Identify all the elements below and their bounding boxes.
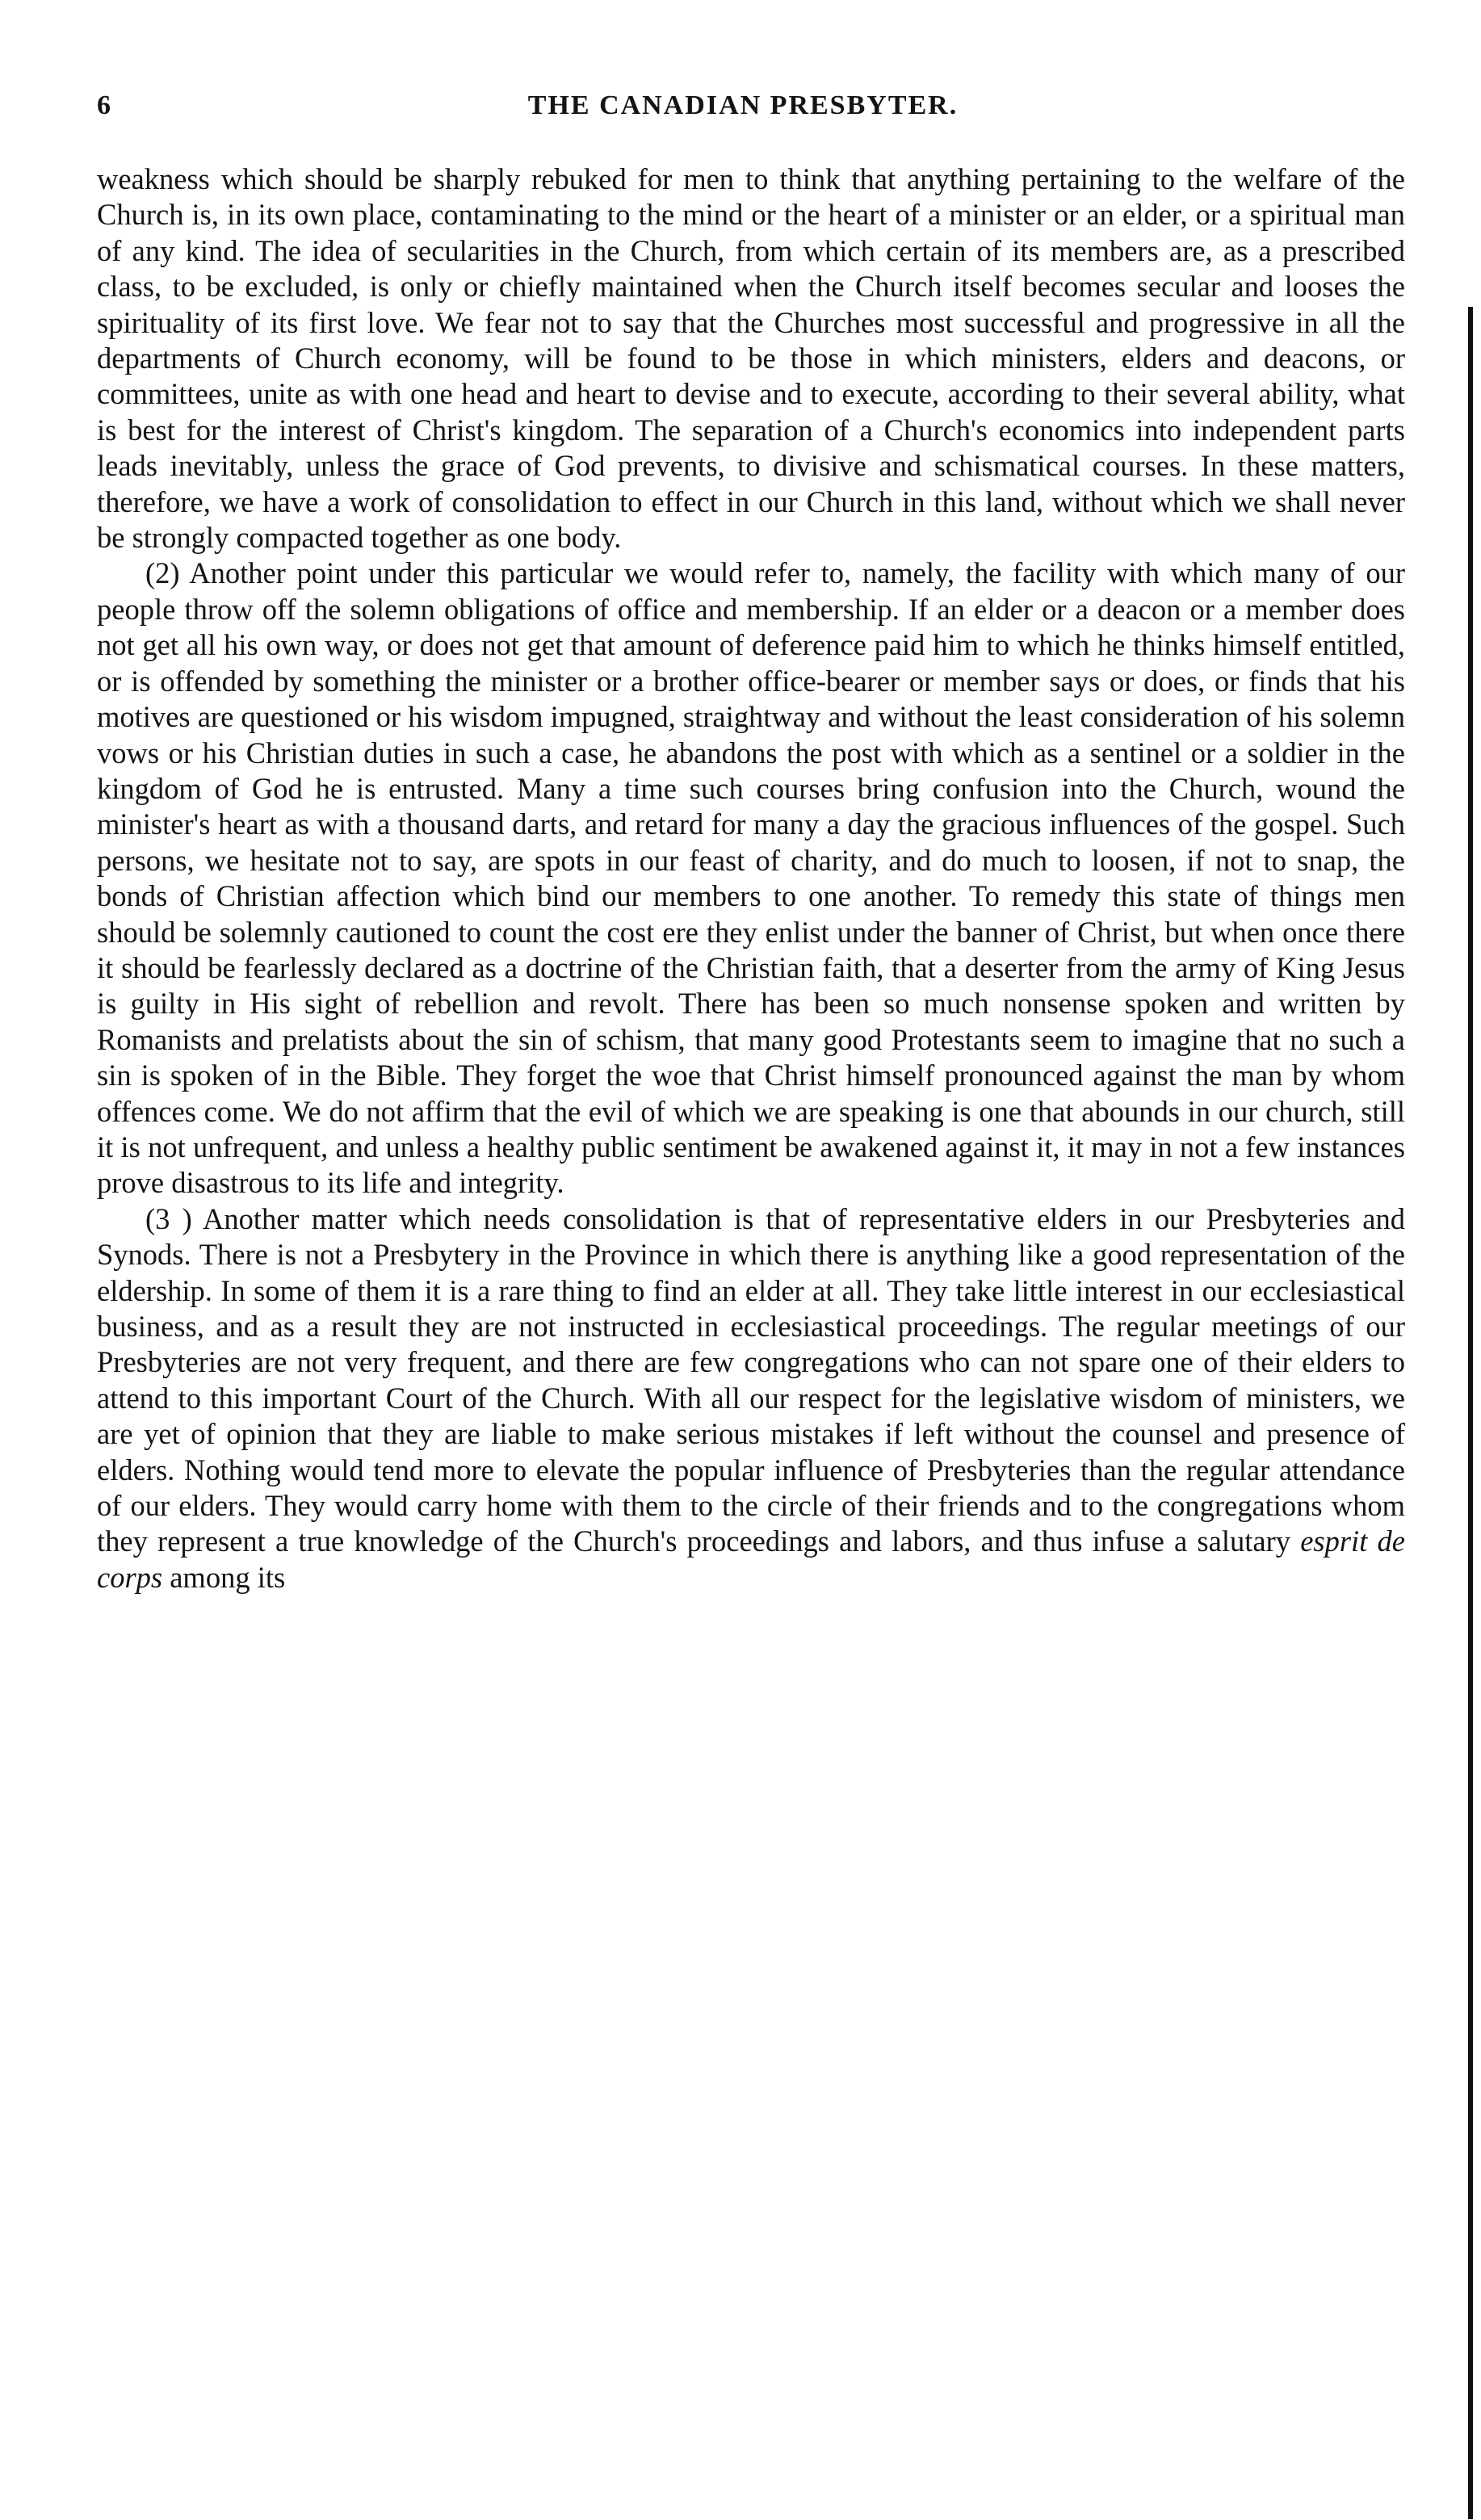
paragraph-3	[97, 1201, 1405, 1595]
body-text	[97, 161, 1405, 1595]
page-number: 6	[97, 90, 111, 120]
paragraph-2: (2) Another point under this particular we would refer to, namely, the facility with which many of our people throw off the solemn obligations of office and membership. If an elder or a deacon or a member does not get all his own way, or does not get that amount of deference paid him to which he thinks himself entitled, or is offended by something the minister or a brother office-bearer or member says or does, or finds that his motives are questioned or his wisdom impugned, straightway and without the least consideration of his solemn vows or his Christian duties in such a case, he abandons the post with which as a sentinel or a soldier in the kingdom of God he is entrusted. Many a time such courses bring confusion into the Church, wound the minister's heart as with a thousand darts, and retard for many a day the gracious influences of the gospel. Such persons, we hesitate not to say, are spots in our feast of charity, and do much to loosen, if not to snap, the bonds of Christian affection which bind our members to one another. To remedy this state of things men should be solemnly cautioned to count the cost ere they enlist under the banner of Christ, but when once there it should be fearlessly declared as a doctrine of the Christian faith, that a deserter from the army of King Jesus is guilty in His sight of rebellion and revolt. There has been so much nonsense spoken and written by Romanists and prelatists about the sin of schism, that many good Protestants seem to imagine that no such a sin is spoken of in the Bible. They forget the woe that Christ himself pronounced against the man by whom offences come. We do not affirm that the evil of which we are speaking is one that abounds in our church, still it is not unfrequent, and unless a healthy public sentiment be awakened against it, it may in not a few instances prove disastrous to its life and integrity.	[97, 556, 1405, 1200]
paragraph-3-tail: among its	[162, 1560, 286, 1594]
italic-phrase: esprit de corps	[97, 1524, 1405, 1594]
margin-rule	[1468, 307, 1473, 2519]
paragraph-3-text: (3 ) Another matter which needs consolidation is that of representative elders in our Presbyteries and Synods. There is not a Presbytery in the Province in which there is anything like a good representation of the eldership. In some of them it is a rare thing to find an elder at all. They take little interest in our ecclesiastical business, and as a result they are not instructed in ecclesiastical proceedings. The regular meetings of our Presbyteries are not very frequent, and there are few congregations who can not spare one of their elders to attend to this important Court of the Church. With all our respect for the legislative wisdom of ministers, we are yet of opinion that they are liable to make serious mistakes if left without the counsel and presence of elders. Nothing would tend more to elevate the popular influence of Presbyteries than the regular attendance of our elders. They would carry home with them to the circle of their friends and to the congregations whom they represent a true knowledge of the Church's proceedings and labors, and thus infuse a salutary	[97, 1201, 1405, 1558]
running-title: THE CANADIAN PRESBYTER.	[527, 90, 959, 120]
paragraph-1: weakness which should be sharply rebuked for men to think that anything pertaining to the welfare of the Church is, in its own place, contaminating to the mind or the heart of a minister or an elder, or a spiritual man of any kind. The idea of secularities in the Church, from which certain of its members are, as a prescribed class, to be excluded, is only or chiefly maintained when the Church itself becomes secular and looses the spirituality of its first love. We fear not to say that the Churches most successful and progressive in all the departments of Church economy, will be found to be those in which ministers, elders and deacons, or committees, unite as with one head and heart to devise and to execute, according to their several ability, what is best for the interest of Christ's kingdom. The separation of a Church's economics into independent parts leads inevitably, unless the grace of God prevents, to divisive and schismatical courses. In these matters, therefore, we have a work of consolidation to effect in our Church in this land, without which we shall never be strongly compacted together as one body.	[97, 162, 1405, 555]
